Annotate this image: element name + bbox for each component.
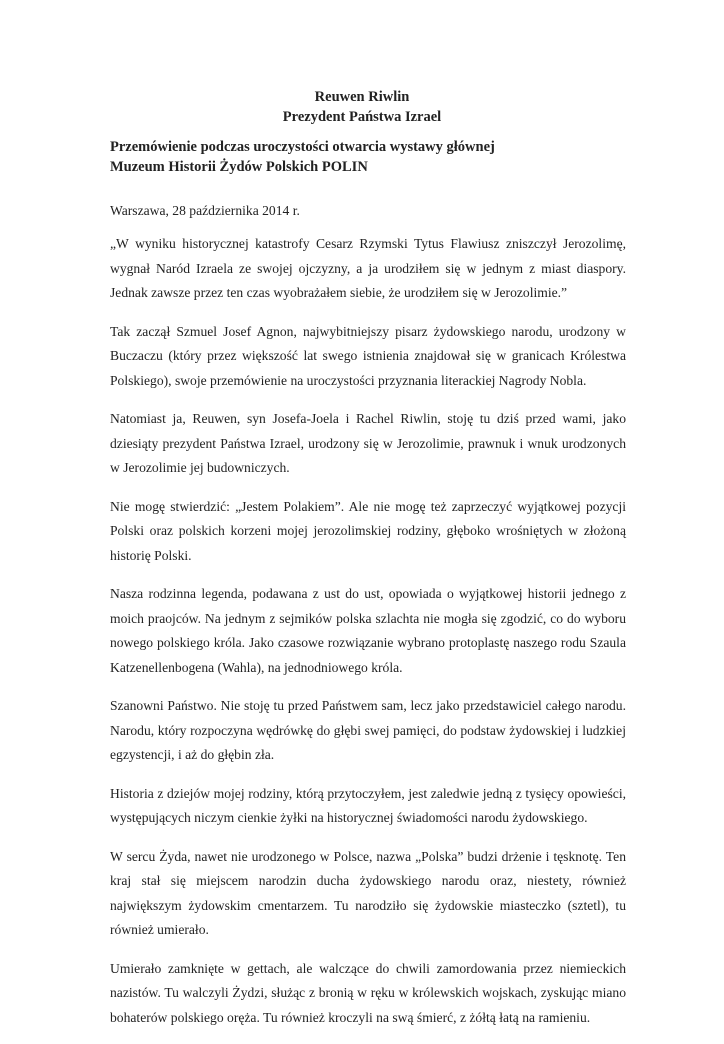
speech-title-line-1: Przemówienie podczas uroczystości otwarcia wystawy głównej [110, 139, 495, 155]
speech-title-line-2: Muzeum Historii Żydów Polskich POLIN [110, 159, 368, 175]
paragraph-3: Natomiast ja, Reuwen, syn Josefa-Joela i Rachel Riwlin, stoję tu dziś przed wami, jako dziesiąty prezydent Państwa Izrael, urodzony się w Jerozolimie, prawnuk i wnuk urodzonych w Jerozolimie jej budowniczych. [110, 411, 626, 475]
speaker-name: Reuwen Riwlin [314, 89, 410, 105]
speech-title [110, 137, 626, 177]
paragraph-6: Szanowni Państwo. Nie stoję tu przed Państwem sam, lecz jako przedstawiciel całego narodu. Narodu, który rozpoczyna wędrówkę do głębi swej pamięci, do podstaw żydowskiej i ludzkiej egzystencji, i aż do głębin zła. [110, 698, 626, 762]
paragraph-2: Tak zaczął Szmuel Josef Agnon, najwybitniejszy pisarz żydowskiego narodu, urodzony w Buczaczu (który przez większość lat swego istnienia znajdował się w granicach Królestwa Polskiego), swoje przemówienie na uroczystości przyznania literackiej Nagrody Nobla. [110, 323, 626, 388]
paragraph-4: Nie mogę stwierdzić: „Jestem Polakiem”. Ale nie mogę też zaprzeczyć wyjątkowej pozycji Polski oraz polskich korzeni mojej jerozolimskiej rodziny, głęboko wrośniętych w złożoną historię Polski. [110, 498, 626, 563]
paragraph-9: Umierało zamknięte w gettach, ale walczące do chwili zamordowania przez niemieckich nazistów. Tu walczyli Żydzi, służąc z bronią w ręku w królewskich wojskach, zyskując miano bohaterów polskiego oręża. Tu również kroczyli na swą śmierć, z żółtą łatą na ramieniu. [110, 960, 626, 1025]
place-date: Warszawa, 28 października 2014 r. [110, 203, 300, 218]
paragraph-8: W sercu Żyda, nawet nie urodzonego w Polsce, nazwa „Polska” budzi drżenie i tęsknotę. Ten kraj stał się miejscem narodzin ducha żydowskiego narodu oraz, niestety, również największym żydowskim cmentarzem. Tu narodziło się żydowskie miasteczko (sztetl), tu również umierało. [110, 848, 626, 937]
speaker-role: Prezydent Państwa Izrael [282, 109, 442, 125]
paragraph-5: Nasza rodzinna legenda, podawana z ust do ust, opowiada o wyjątkowej historii jednego z moich praojców. Na jednym z sejmików polska szlachta nie mogła się zgodzić, co do wyboru nowego polskiego króla. Jako czasowe rozwiązanie wybrano protoplastę naszego rodu Szaula Katzenellenbogena (Wahla), na jednodniowego króla. [110, 586, 626, 675]
paragraph-1: „W wyniku historycznej katastrofy Cesarz Rzymski Tytus Flawiusz zniszczył Jerozolimę, wygnał Naród Izraela ze swojej ojczyzny, a ja urodziłem się w jednym z miast diaspory. Jednak zawsze przez ten czas wyobrażałem siebie, że urodziłem się w Jerozolimie.” [110, 236, 626, 300]
speech-body [110, 137, 626, 1044]
speaker-header [0, 87, 724, 127]
paragraph-7: Historia z dziejów mojej rodziny, którą przytoczyłem, jest zaledwie jedną z tysięcy opowieści, występujących niczym cienkie żyłki na historycznej świadomości narodu żydowskiego. [110, 785, 626, 825]
